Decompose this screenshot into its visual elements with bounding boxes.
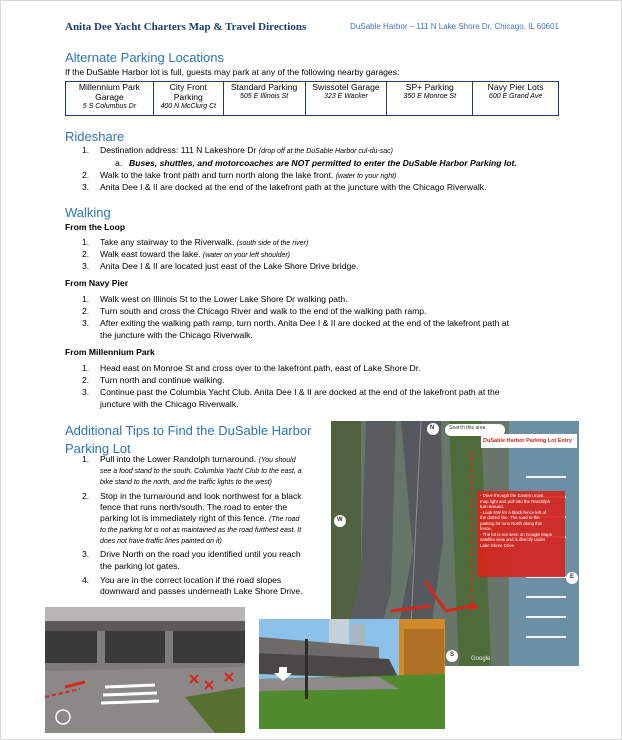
list-item: 3. Continue past the Columbia Yacht Club. Anita Dee I & II are docked at the end of the lakefront path at the juncture with the Chicago Riverwalk. xyxy=(82,387,500,409)
photo-turnaround xyxy=(45,607,245,733)
garage-name: SP+ Parking xyxy=(405,82,454,92)
garage-cell xyxy=(305,82,387,116)
list-item: 3. Anita Dee I & II are docked at the end of the lakefront path at the juncture with the Chicago Riverwalk. xyxy=(82,182,487,193)
loop-list xyxy=(82,237,358,274)
list-item: 1. Pull into the Lower Randolph turnaround. (You should see a food stand to the south, Columbia Yacht Club to the east, a bike stand to the north, and the traffic lights to the west) xyxy=(82,454,302,487)
from-millennium-title: From Millennium Park xyxy=(65,347,155,357)
tips-list xyxy=(82,454,327,598)
photo-turnaround-graphic xyxy=(45,607,245,733)
garage-name: City Front Parking xyxy=(169,82,207,102)
millennium-list xyxy=(82,363,562,411)
page-title: Anita Dee Yacht Charters Map & Travel Directions xyxy=(65,21,307,33)
garage-address: 350 E Monroe St xyxy=(403,92,457,100)
google-logo: Google xyxy=(471,656,491,662)
garage-address: 5 S Columbus Dr xyxy=(82,102,137,110)
garage-cell xyxy=(387,82,473,116)
rideshare-list xyxy=(82,145,393,157)
list-item: 3. Drive North on the road you identified until you reach the parking lot gates. xyxy=(82,549,301,571)
garage-cell xyxy=(66,82,154,116)
garage-address: 600 E Grand Ave xyxy=(488,92,543,100)
garage-name: Swissotel Garage xyxy=(312,82,380,92)
garage-address: 400 N McClurg Ct xyxy=(160,102,217,110)
garage-cell xyxy=(223,82,305,116)
from-loop-title: From the Loop xyxy=(65,222,126,232)
list-item: 2. Walk east toward the lake. (water on your left shoulder) xyxy=(82,249,291,260)
list-item: 1. Walk west on Illinois St to the Lower Lake Shore Dr walking path. xyxy=(82,294,348,304)
list-item: 3. After exiting the walking path ramp, turn north. Anita Dee I & II are docked at the end of the lakefront path at the juncture with the Chicago Riverwalk. xyxy=(82,318,509,340)
navy-pier-list xyxy=(82,294,562,342)
list-item: 2. Turn south and cross the Chicago River and walk to the end of the walking path ramp. xyxy=(82,306,427,317)
list-item: 3. Anita Dee I & II are located just east of the Lake Shore Drive bridge. xyxy=(82,261,359,272)
compass-n-icon: N xyxy=(430,425,435,431)
compass-w-icon: W xyxy=(337,517,343,523)
garage-address: 505 E Illinois St xyxy=(240,92,289,100)
map-instructions: - Drive through the Eastern most map light and pull into the Randolph turn-around. - Look NW for a black fence left of the dotted line. The road to the parking lot runs North along this fence. - The lot is not seen on Google Maps satellite view and is directly under Lake Shore Drive. xyxy=(480,493,552,548)
garage-name: Standard Parking xyxy=(230,82,298,92)
page-header xyxy=(65,20,559,34)
tips-heading: Additional Tips to Find the DuSable Harbor Parking Lot xyxy=(65,423,312,456)
map-search-input[interactable]: Search this area xyxy=(449,425,486,431)
rideshare-list-cont xyxy=(82,170,486,194)
list-item: 2. Turn north and continue walking. xyxy=(82,375,225,386)
list-item: 2. Walk to the lake front path and turn north along the lake front. (water to your right) xyxy=(82,170,397,180)
rideshare-subitem: a. Buses, shuttles, and motorcoaches are NOT permitted to enter the DuSable Harbor Parking lot. xyxy=(115,158,517,168)
photo-lsd-ramp-graphic xyxy=(259,619,445,729)
compass-e-icon: E xyxy=(570,574,575,580)
header-address: DuSable Harbor – 111 N Lake Shore Dr, Chicago, IL 60601 xyxy=(350,22,559,31)
parking-table xyxy=(65,81,559,116)
list-item: 1. Take any stairway to the Riverwalk. (south side of the river) xyxy=(82,237,309,247)
list-item: 2. Stop in the turnaround and look northwest for a black fence that runs north/south. The road to enter the parking lot is immediately right of this fence. (The road to the parking lot is not as maintained as the road furthest east. It does not have traffic lines painted on it) xyxy=(82,490,302,546)
rideshare-heading: Rideshare xyxy=(65,129,125,144)
garage-name: Millennium Park Garage xyxy=(78,82,140,102)
list-item: 1. Destination address: 111 N Lakeshore Dr (drop off at the DuSable Harbor cul-du-sac) xyxy=(82,145,393,155)
parking-intro: If the DuSable Harbor lot is full, guests may park at any of the following nearby garages: xyxy=(65,67,400,77)
from-navy-pier-title: From Navy Pier xyxy=(65,278,129,288)
parking-heading: Alternate Parking Locations xyxy=(65,50,224,65)
walking-heading: Walking xyxy=(65,205,111,220)
list-item: 4. You are in the correct location if the road slopes downward and passes underneath Lake Shore Drive. xyxy=(82,574,303,596)
photo-lsd-ramp xyxy=(259,619,445,729)
garage-cell xyxy=(153,82,223,116)
garage-cell xyxy=(473,82,559,116)
garage-address: 323 E Wacker xyxy=(324,92,368,100)
garage-name: Navy Pier Lots xyxy=(487,82,544,92)
map-entry-label: DuSable Harbor Parking Lot Entry xyxy=(483,438,572,444)
compass-s-icon: S xyxy=(450,652,455,658)
list-item: 1. Head east on Monroe St and cross over to the lakefront path, east of Lake Shore Dr. xyxy=(82,363,421,373)
